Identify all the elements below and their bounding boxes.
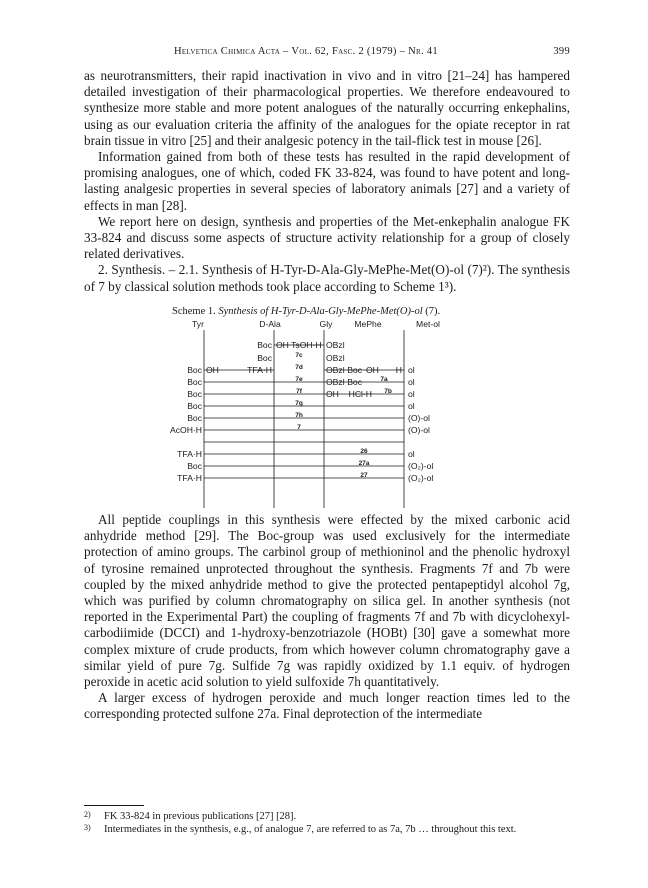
r10-o2-ol: (O₂)-ol [408,461,434,471]
col-mephe: MePhe [354,319,382,329]
r5-label: 7f [296,388,302,395]
r5-boc: Boc [187,389,202,399]
scheme-caption-title: Synthesis of H-Tyr-D-Ala-Gly-MePhe-Met(O)-ol [218,306,423,317]
r4-label-2: 7a [380,376,388,383]
r7-boc: Boc [187,413,202,423]
r8-label: 7 [297,424,301,431]
r11-tfa: TFA·H [177,473,202,483]
col-d-ala: D-Ala [259,319,281,329]
r4-boc: Boc [187,377,202,387]
paragraph-5: All peptide couplings in this synthesis were effected by the mixed carbonic acid anhydride method [29]. The Boc-group was used exclusively for the intermediate protection of amino groups. The carbinol group of methioninol and the phenolic hydroxyl of tyrosine remained unprotected throughout the synthesis. Fragments 7f and 7b were coupled by the mixed anhydride method to give the protected pentapeptidyl alcohol 7g, which was purified by column chromatography on silica gel. In another synthesis (not reported in the Experimental Part) the coupling of fragments 7f and 7b with dicyclohexyl-carbodiimide (DCCI) and 1-hydroxy-benzotriazole (HOBt) [30] gave a somewhat more complex mixture of crude products, from which however column chromatography gave a similar yield of pure 7g. Sulfide 7g was rapidly oxidized by 1.1 equiv. of hydrogen peroxide in acetic acid solution to yield sulfoxide 7h quantitatively. [84,512,570,690]
r9-ol: ol [408,449,415,459]
r10-boc: Boc [187,461,202,471]
r7-label: 7h [295,412,303,419]
r5-oh: OH [326,389,339,399]
r2-obzl: OBzl [326,353,345,363]
paragraph-4-section-heading: 2. Synthesis. – 2.1. Synthesis of H-Tyr-D-Ala-Gly-MePhe-Met(O)-ol (7)²). The synthesis of 7 by classical solution methods took place according to Scheme 1³). [84,262,570,294]
r3-boc: Boc [187,365,202,375]
r3-oh-2: OH [366,365,379,375]
paragraph-1: as neurotransmitters, their rapid inactivation in vivo and in vitro [21–24] has hampered detailed investigation of their pharmacological properties. We therefore endeavoured to synthesize more stable and more potent analogues of the naturally occurring enkephalins, using as our evaluation criteria the affinity of the analogues for the opiate receptor in rat brain tissue in vitro [25] and their analgesic potency in the tail-flick test in mouse [26]. [84,68,570,148]
r3-obzl: OBzl [326,365,345,375]
r3-tfa: TFA·H [247,365,272,375]
journal-title: Helvetica Chimica Acta – Vol. 62, Fasc. 2 (1979) – Nr. 41 [174,46,438,57]
col-tyr: Tyr [192,319,204,329]
footnote-3 [84,823,570,836]
r3-label: 7d [295,364,303,371]
r2-label: 7c [295,352,303,359]
footnotes [84,810,570,836]
r2-boc: Boc [257,353,272,363]
r3-h: H [395,365,402,375]
r5-label-2: 7b [384,388,392,395]
r6-boc: Boc [187,401,202,411]
paragraph-6: A larger excess of hydrogen peroxide and much longer reaction times led to the corresponding protected sulfone 27a. Final deprotection of the intermediate [84,690,570,722]
footnote-text: FK 33-824 in previous publications [27] [28]. [104,811,297,822]
scheme-caption-prefix: Scheme 1. [172,306,219,317]
footnote-text: Intermediates in the synthesis, e.g., of analogue 7, are referred to as 7a, 7b … throughout this text. [104,824,517,835]
r11-o2-ol: (O₂)-ol [408,473,434,483]
r9-tfa: TFA·H [177,449,202,459]
r3-oh: OH [206,365,219,375]
r8-o-ol: (O)-ol [408,425,430,435]
footnote-divider [84,805,144,806]
r11-label: 27 [360,472,368,479]
scheme-caption [172,306,440,317]
r9-label: 26 [360,448,368,455]
r4-boc-2: Boc [347,377,362,387]
synthesis-scheme [150,318,480,512]
paragraph-3: We report here on design, synthesis and properties of the Met-enkephalin analogue FK 33-824 and discuss some aspects of structure activity relationship for a group of closely related derivatives. [84,213,570,262]
r4-obzl: OBzl [326,377,345,387]
r4-label: 7e [295,376,303,383]
r6-ol: ol [408,401,415,411]
r1-obzl: OBzl [326,340,345,350]
r7-o-ol: (O)-ol [408,413,430,423]
footnote-2 [84,810,570,823]
r3-boc-2: Boc [347,365,362,375]
footnote-mark: 2) [84,810,91,819]
footnote-mark: 3) [84,823,91,832]
r5-ol: ol [408,389,415,399]
r3-ol: ol [408,365,415,375]
r4-ol: ol [408,377,415,387]
r5-hcl: HCl·H [348,389,372,399]
r1-boc: Boc [257,340,272,350]
scheme-caption-suffix: (7). [422,306,441,317]
paragraph-2: Information gained from both of these tests has resulted in the rapid development of promising analogues, one of which, coded FK 33-824, was found to have potent and long-lasting analgesic properties in several species of laboratory animals [27] and a variety of effects in man [28]. [84,149,570,213]
col-met-ol: Met-ol [416,319,440,329]
r6-label: 7g [295,400,303,407]
page-number: 399 [553,46,570,57]
body-text-top [84,68,570,295]
r1-oh-tsoh: OH TsOH·H [276,340,322,350]
col-gly: Gly [319,319,333,329]
r8-acoh: AcOH·H [170,425,202,435]
body-text-bottom [84,512,570,723]
r10-label: 27a [358,460,370,467]
